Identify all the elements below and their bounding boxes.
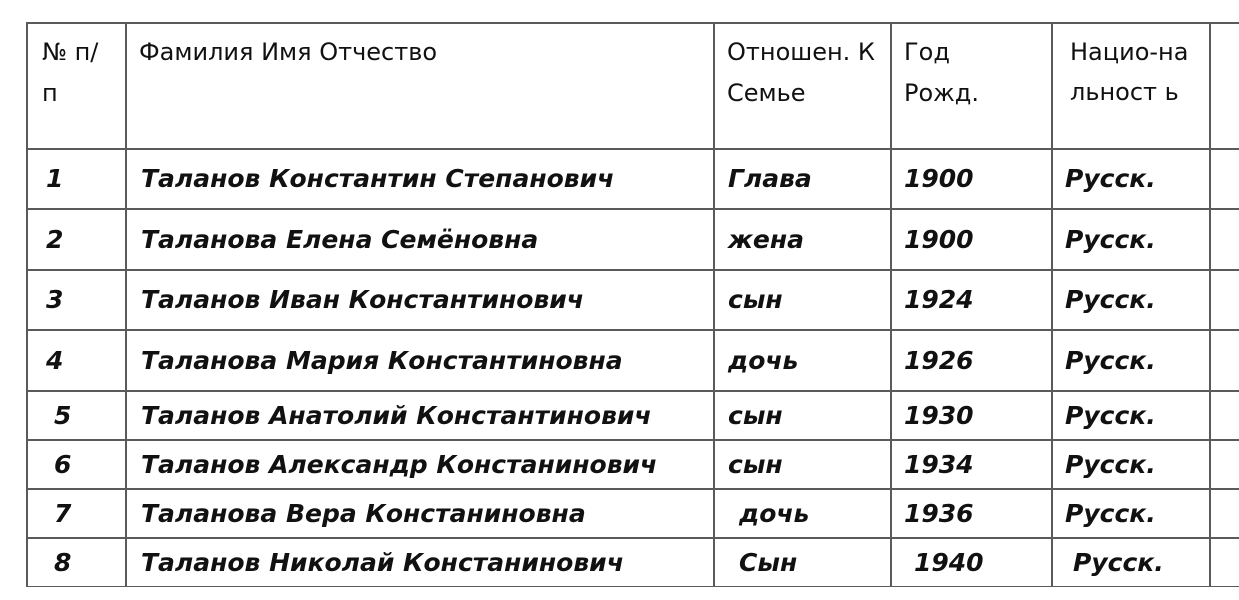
table-row [27, 391, 1239, 440]
row-nationality: Русск. [1065, 449, 1156, 479]
row-name: Таланов Николай Констанинович [141, 547, 624, 577]
row-num-cell [27, 440, 126, 489]
header-num: № п/п [42, 38, 99, 107]
row-num-cell [27, 209, 126, 270]
row-name-cell [126, 209, 714, 270]
row-year: 1926 [904, 345, 974, 375]
row-nationality: Русск. [1065, 285, 1156, 314]
row-num: 8 [54, 547, 72, 577]
row-num: 7 [54, 498, 72, 528]
row-relation-cell [714, 538, 891, 587]
row-name: Таланова Елена Семёновна [141, 224, 539, 254]
row-relation: Сын [739, 547, 798, 577]
row-nationality-cell [1052, 209, 1210, 270]
row-relation-cell [714, 149, 891, 209]
row-relation: дочь [728, 345, 799, 375]
row-year-cell [891, 209, 1052, 270]
row-relation: дочь [739, 498, 810, 528]
row-relation-cell [714, 209, 891, 270]
row-year-cell [891, 440, 1052, 489]
row-num: 3 [46, 285, 64, 314]
table-row [27, 440, 1239, 489]
row-name-cell [126, 149, 714, 209]
row-nationality-cell [1052, 391, 1210, 440]
header-relation: Отношен. К Семье [727, 38, 875, 107]
row-relation-cell [714, 440, 891, 489]
row-relation: жена [728, 224, 804, 254]
row-year: 1934 [904, 449, 974, 479]
row-num: 6 [54, 449, 72, 479]
row-year: 1900 [904, 224, 974, 254]
row-name: Таланова Мария Константиновна [141, 345, 623, 375]
header-year-cell [891, 23, 1052, 149]
header-num-cell [27, 23, 126, 149]
row-num-cell [27, 489, 126, 538]
row-extra-cell [1210, 440, 1239, 489]
row-extra-cell [1210, 149, 1239, 209]
row-relation: сын [728, 285, 783, 314]
row-relation: сын [728, 449, 783, 479]
row-name-cell [126, 489, 714, 538]
row-num-cell [27, 270, 126, 330]
header-extra-cell [1210, 23, 1239, 149]
table-row [27, 330, 1239, 391]
row-year-cell [891, 270, 1052, 330]
row-num: 1 [46, 164, 64, 193]
row-nationality: Русск. [1065, 164, 1156, 193]
table-row [27, 489, 1239, 538]
row-name: Таланов Константин Степанович [141, 164, 615, 193]
row-num: 5 [54, 400, 72, 430]
row-year: 1936 [904, 498, 974, 528]
row-year: 1900 [904, 164, 974, 193]
header-nationality-cell [1052, 23, 1210, 149]
row-relation: Глава [728, 164, 812, 193]
table-row [27, 209, 1239, 270]
row-year: 1924 [904, 285, 974, 314]
row-relation: сын [728, 400, 783, 430]
row-name: Таланов Александр Констанинович [141, 449, 658, 479]
row-name: Таланова Вера Констаниновна [141, 498, 586, 528]
table-row [27, 538, 1239, 587]
row-nationality-cell [1052, 330, 1210, 391]
row-year-cell [891, 489, 1052, 538]
row-nationality: Русск. [1065, 224, 1156, 254]
row-year-cell [891, 149, 1052, 209]
row-extra-cell [1210, 538, 1239, 587]
row-nationality-cell [1052, 489, 1210, 538]
row-num: 4 [46, 345, 64, 375]
header-nationality: Нацио-нальност ь [1070, 38, 1189, 106]
header-name-cell [126, 23, 714, 149]
table-header-row [27, 23, 1239, 149]
row-num-cell [27, 391, 126, 440]
row-year-cell [891, 538, 1052, 587]
family-table [26, 22, 1239, 587]
header-year: Год Рожд. [904, 38, 979, 107]
row-extra-cell [1210, 270, 1239, 330]
row-relation-cell [714, 270, 891, 330]
row-nationality-cell [1052, 270, 1210, 330]
row-num-cell [27, 149, 126, 209]
row-year: 1930 [904, 400, 974, 430]
row-nationality: Русск. [1065, 400, 1156, 430]
table-row [27, 149, 1239, 209]
row-nationality-cell [1052, 538, 1210, 587]
row-nationality: Русск. [1073, 547, 1164, 577]
row-name-cell [126, 330, 714, 391]
row-nationality: Русск. [1065, 498, 1156, 528]
header-relation-cell [714, 23, 891, 149]
row-extra-cell [1210, 391, 1239, 440]
row-year: 1940 [914, 547, 984, 577]
row-name: Таланов Анатолий Константинович [141, 400, 652, 430]
row-num-cell [27, 538, 126, 587]
row-relation-cell [714, 330, 891, 391]
row-name: Таланов Иван Константинович [141, 285, 584, 314]
row-extra-cell [1210, 209, 1239, 270]
table-row [27, 270, 1239, 330]
header-name: Фамилия Имя Отчество [139, 38, 438, 66]
row-name-cell [126, 391, 714, 440]
row-name-cell [126, 538, 714, 587]
row-relation-cell [714, 489, 891, 538]
row-year-cell [891, 330, 1052, 391]
row-name-cell [126, 270, 714, 330]
row-extra-cell [1210, 489, 1239, 538]
row-num-cell [27, 330, 126, 391]
row-relation-cell [714, 391, 891, 440]
row-nationality: Русск. [1065, 345, 1156, 375]
row-nationality-cell [1052, 440, 1210, 489]
row-num: 2 [46, 224, 64, 254]
row-name-cell [126, 440, 714, 489]
row-nationality-cell [1052, 149, 1210, 209]
row-year-cell [891, 391, 1052, 440]
row-extra-cell [1210, 330, 1239, 391]
